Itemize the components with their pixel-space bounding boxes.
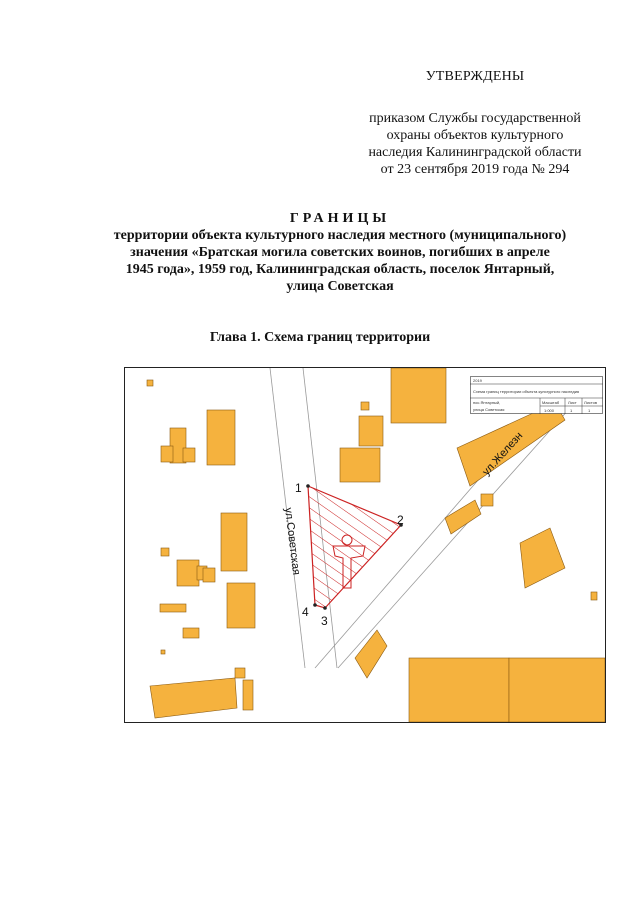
point-label: 4 xyxy=(302,605,309,619)
stamp-year: 2019 xyxy=(473,378,482,383)
title-block-stamp xyxy=(470,376,603,414)
building xyxy=(147,380,153,386)
title-line: 1945 года», 1959 год, Калининградская область, поселок Янтарный, xyxy=(125,262,555,277)
building xyxy=(481,494,493,506)
building xyxy=(445,500,481,534)
stamp-scale-label: Масштаб xyxy=(542,400,560,405)
building xyxy=(235,668,245,678)
point-marker xyxy=(306,484,310,488)
building xyxy=(161,650,165,654)
building xyxy=(243,680,253,710)
building xyxy=(591,592,597,600)
point-label: 2 xyxy=(397,513,404,527)
territory-boundary xyxy=(308,486,401,608)
stamp-place: пос.Янтарный, xyxy=(473,400,501,405)
building xyxy=(183,448,195,462)
building xyxy=(520,528,565,588)
building xyxy=(391,368,446,423)
stamp-place: улица Советская xyxy=(473,407,505,412)
building xyxy=(183,628,199,638)
stamp-sheets-label: Листов xyxy=(584,400,597,405)
point-label: 3 xyxy=(321,614,328,628)
point-marker xyxy=(323,606,327,610)
building xyxy=(361,402,369,410)
point-marker xyxy=(313,603,317,607)
stamp-sheet-value: 1 xyxy=(570,408,573,413)
title-line: значения «Братская могила советских воинов, погибших в апреле xyxy=(130,245,550,260)
chapter-heading: Глава 1. Схема границ территории xyxy=(209,330,431,345)
building xyxy=(359,416,383,446)
point-label: 1 xyxy=(295,481,302,495)
building xyxy=(207,410,235,465)
stamp-sheets-value: 1 xyxy=(588,408,591,413)
approval-line: от 23 сентября 2019 года № 294 xyxy=(380,162,570,177)
building xyxy=(161,446,173,462)
stamp-caption: Схема границ территории объекта культурного наследия xyxy=(473,389,580,394)
building xyxy=(340,448,380,482)
building xyxy=(355,630,387,678)
approval-heading: УТВЕРЖДЕНЫ xyxy=(425,69,525,84)
building xyxy=(203,568,215,582)
building xyxy=(150,678,237,718)
building xyxy=(221,513,247,571)
building xyxy=(509,658,605,722)
street-label-sovetskaya: ул.Советская xyxy=(282,506,303,576)
title-heading: ГРАНИЦЫ xyxy=(289,211,391,226)
map-drawing xyxy=(125,368,605,722)
approval-line: приказом Службы государственной xyxy=(369,111,581,126)
document-title xyxy=(80,210,600,295)
building xyxy=(409,658,509,722)
building xyxy=(160,604,186,612)
building xyxy=(227,583,255,628)
approval-line: наследия Калининградской области xyxy=(368,145,582,160)
title-line: улица Советская xyxy=(286,279,394,294)
stamp-scale-value: 1:000 xyxy=(544,408,555,413)
building xyxy=(177,560,199,586)
boundary-map xyxy=(124,367,606,723)
street-label-zheleznodorozhnaya: ул.Железн xyxy=(480,429,526,479)
stamp-sheet-label: Лист xyxy=(568,400,577,405)
title-line: территории объекта культурного наследия местного (муниципального) xyxy=(113,228,567,243)
building xyxy=(161,548,169,556)
approval-line: охраны объектов культурного xyxy=(386,128,564,143)
approval-body xyxy=(340,110,610,178)
